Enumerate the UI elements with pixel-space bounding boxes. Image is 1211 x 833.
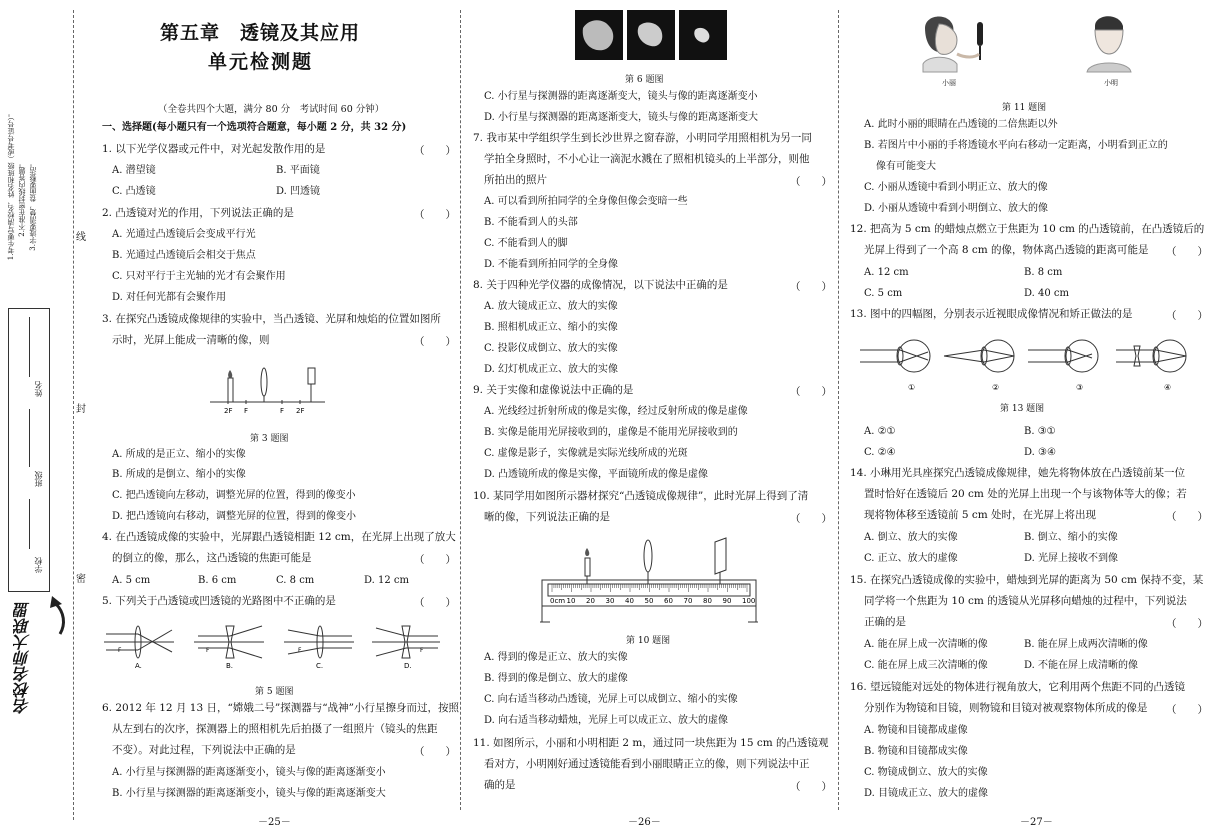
q11-option-b-line1: B. 若图片中小丽的手将透镜水平向右移动一定距离，小明看到正立的 xyxy=(864,140,1168,151)
q1-option-c: C. 凸透镜 xyxy=(112,186,156,197)
fig13-label-4: ④ xyxy=(1164,383,1172,392)
q10-option-a: A. 得到的像是正立、放大的实像 xyxy=(484,652,628,663)
fig11-girl-figure xyxy=(923,16,983,72)
q7-stem-line3: 所拍出的照片 xyxy=(484,174,547,186)
q4-option-b: B. 6 cm xyxy=(198,575,237,586)
q11-option-d: D. 小丽从透镜中看到小明倒立、放大的像 xyxy=(864,203,1049,214)
q8-stem: 8. 关于四种光学仪器的成像情况，以下说法中正确的是 xyxy=(473,279,728,291)
fig11-label-right: 小明 xyxy=(1104,79,1118,87)
q5-answer-paren: （ ） xyxy=(414,597,456,609)
fig3-caption: 第 3 题图 xyxy=(250,434,289,444)
q16-option-d: D. 目镜成正立、放大的虚像 xyxy=(864,788,989,799)
fig10-ruler-label: 30 xyxy=(605,597,615,605)
fig5-caption: 第 5 题图 xyxy=(255,687,294,697)
q9-stem: 9. 关于实像和虚像说法中正确的是 xyxy=(473,384,634,396)
q2-option-a: A. 光通过凸透镜后会变成平行光 xyxy=(112,229,256,240)
q10-option-d: D. 向右适当移动蜡烛，光屏上可以成正立、放大的虚像 xyxy=(484,715,729,726)
q11-option-b-line2: 像有可能变大 xyxy=(876,161,936,172)
q9-option-b: B. 实像是能用光屏接收到的，虚像是不能用光屏接收到的 xyxy=(484,427,738,438)
q7-option-c: C. 不能看到人的脚 xyxy=(484,238,568,249)
fig10-ruler-label: 10 xyxy=(566,597,576,605)
seal-mark-close: 密 xyxy=(76,574,86,585)
q1-stem: 1. 以下光学仪器或元件中，对光起发散作用的是 xyxy=(102,143,326,155)
q7-stem-line1: 7. 我市某中学组织学生到长沙世界之窗春游，小明同学用照相机为另一同 xyxy=(473,132,812,144)
fig13-caption: 第 13 题图 xyxy=(1000,404,1045,414)
q14-stem-line2: 置时恰好在透镜后 20 cm 处的光屏上出现一个与该物体等大的像；若 xyxy=(864,488,1187,500)
q1-option-b: B. 平面镜 xyxy=(276,165,320,176)
fig13-eye-diagrams xyxy=(860,334,1200,394)
fig3-label-2f-right: 2F xyxy=(296,407,305,415)
q3-answer-paren: （ ） xyxy=(414,336,456,348)
q7-stem-line2: 学拍全身照时，不小心让一滴泥水溅在了照相机镜头的上半部分，则他 xyxy=(484,153,810,165)
q14-option-b: B. 倒立、缩小的实像 xyxy=(1024,532,1118,543)
chapter-subtitle: 单元检测题 xyxy=(208,51,314,73)
q3-option-b: B. 所成的是倒立、缩小的实像 xyxy=(112,469,246,480)
svg-text:F: F xyxy=(420,647,424,654)
fig13-diagram-1 xyxy=(860,340,930,392)
q14-option-c: C. 正立、放大的虚像 xyxy=(864,553,958,564)
q3-option-a: A. 所成的是正立、缩小的实像 xyxy=(112,449,246,460)
fig11-caption: 第 11 题图 xyxy=(1002,103,1047,113)
q11-stem-line2: 看对方，小明刚好通过透镜能看到小丽眼睛正立的像，则下列说法中正 xyxy=(484,758,810,770)
fig5-diagram-d xyxy=(372,626,440,670)
q14-stem-line3: 现将物体移至透镜前 5 cm 处时，在光屏上将出现 xyxy=(864,509,1097,521)
q3-option-d: D. 把凸透镜向右移动，调整光屏的位置，得到的像变小 xyxy=(112,511,357,522)
notice-line-1: 1.考生要写清校名、姓名和班级（或考号证号）。 xyxy=(7,110,15,261)
binding-strip xyxy=(0,0,95,833)
q8-option-b: B. 照相机成正立、缩小的实像 xyxy=(484,322,618,333)
q9-option-c: C. 虚像是影子，实像就是实际光线所成的光斑 xyxy=(484,448,688,459)
notice-line-2: 2.不准在密封线内答题。 xyxy=(18,160,26,237)
column-divider-2 xyxy=(838,10,839,810)
svg-text:F: F xyxy=(298,647,302,654)
fig5-label-c: C. xyxy=(316,662,324,670)
q15-option-d: D. 不能在屏上成清晰的像 xyxy=(1024,660,1139,671)
q4-option-a: A. 5 cm xyxy=(112,575,151,586)
q10-stem-line2: 晰的像，下列说法正确的是 xyxy=(484,511,610,523)
q14-option-a: A. 倒立、放大的实像 xyxy=(864,532,958,543)
q11-option-c: C. 小丽从透镜中看到小明正立、放大的像 xyxy=(864,182,1048,193)
q16-option-c: C. 物镜成倒立、放大的实像 xyxy=(864,767,988,778)
q12-answer-paren: （ ） xyxy=(1166,246,1208,258)
fig6-asteroid-photos xyxy=(575,10,727,60)
fig13-label-3: ③ xyxy=(1076,383,1084,392)
seal-line xyxy=(73,10,74,820)
q13-option-a: A. ②① xyxy=(864,426,896,437)
q10-answer-paren: （ ） xyxy=(790,513,832,525)
fig13-diagram-2 xyxy=(944,340,1014,392)
q10-option-c: C. 向右适当移动凸透镜，光屏上可以成倒立、缩小的实像 xyxy=(484,694,738,705)
column-divider-1 xyxy=(460,10,461,810)
svg-text:F: F xyxy=(206,647,210,654)
q6-stem-line1: 6. 2012 年 12 月 13 日，“嫦娥二号”探测器与“战神”小行星擦身而过，按照 xyxy=(102,702,459,714)
q12-stem-line1: 12. 把高为 5 cm 的蜡烛点燃立于焦距为 10 cm 的凸透镜前，在凸透镜后的 xyxy=(850,223,1205,235)
q10-stem-line1: 10. 某同学用如图所示器材探究“凸透镜成像规律”，此时光屏上得到了清 xyxy=(473,490,809,502)
q16-stem-line1: 16. 望远镜能对远处的物体进行视角放大，它利用两个焦距不同的凸透镜 xyxy=(850,681,1186,693)
fig10-ruler-label: 0cm xyxy=(550,597,566,605)
q4-stem-line1: 4. 在凸透镜成像的实验中，光屏跟凸透镜相距 12 cm，在光屏上出现了放大 xyxy=(102,531,456,543)
q13-option-c: C. ②④ xyxy=(864,447,896,458)
q1-answer-paren: （ ） xyxy=(414,145,456,157)
q9-answer-paren: （ ） xyxy=(790,386,832,398)
q3-option-c: C. 把凸透镜向左移动，调整光屏的位置，得到的像变小 xyxy=(112,490,356,501)
fig10-ruler-label: 20 xyxy=(586,597,595,605)
q10-option-b: B. 得到的像是倒立、放大的虚像 xyxy=(484,673,628,684)
fig13-diagram-3 xyxy=(1028,340,1098,392)
fig10-ruler-label: 50 xyxy=(644,597,654,605)
fig10-ruler-label: 90 xyxy=(722,597,732,605)
fig6-caption: 第 6 题图 xyxy=(625,75,664,85)
school-underline xyxy=(29,499,30,549)
fig13-diagram-4 xyxy=(1116,340,1186,392)
name-underline xyxy=(29,317,30,377)
fig13-label-2: ② xyxy=(992,383,1000,392)
q5-stem: 5. 下列关于凸透镜或凹透镜的光路图中不正确的是 xyxy=(102,595,336,607)
fig10-ruler-label: 40 xyxy=(625,597,634,605)
q13-answer-paren: （ ） xyxy=(1166,310,1208,322)
q2-option-b: B. 光通过凸透镜后会相交于焦点 xyxy=(112,250,256,261)
exam-info: （全卷共四个大题，满分 80 分 考试时间 60 分钟） xyxy=(158,104,385,115)
fig10-caption: 第 10 题图 xyxy=(626,636,671,646)
q8-option-c: C. 投影仪成倒立、放大的实像 xyxy=(484,343,618,354)
q1-option-d: D. 凹透镜 xyxy=(276,186,321,197)
q15-answer-paren: （ ） xyxy=(1166,618,1208,630)
q8-option-d: D. 幻灯机成正立、放大的实像 xyxy=(484,364,619,375)
fig3-label-2f-left: 2F xyxy=(224,407,233,415)
q4-answer-paren: （ ） xyxy=(414,554,456,566)
class-label: 班级 xyxy=(34,471,43,487)
q14-stem-line1: 14. 小琳用光具座探究凸透镜成像规律，她先将物体放在凸透镜前某一位 xyxy=(850,467,1186,479)
q6-option-c: C. 小行星与探测器的距离逐渐变大，镜头与像的距离逐渐变小 xyxy=(484,91,758,102)
section-1-heading: 一、选择题(每小题只有一个选项符合题意，每小题 2 分，共 32 分) xyxy=(102,122,407,133)
q4-option-c: C. 8 cm xyxy=(276,575,315,586)
q2-option-d: D. 对任何光都有会聚作用 xyxy=(112,292,227,303)
fig10-ruler-label: 60 xyxy=(664,597,673,605)
q6-answer-paren: （ ） xyxy=(414,746,456,758)
q4-option-d: D. 12 cm xyxy=(364,575,410,586)
q15-stem-line2: 同学将一个焦距为 10 cm 的透镜从光屏移向蜡烛的过程中，下列说法 xyxy=(864,595,1187,607)
fig5-label-a: A. xyxy=(135,662,142,670)
fig10-ruler-label: 100 xyxy=(742,597,756,605)
page-number-26: －26－ xyxy=(628,817,661,828)
q8-option-a: A. 放大镜成正立、放大的实像 xyxy=(484,301,618,312)
fig5-diagram-b xyxy=(194,626,264,670)
class-underline xyxy=(29,409,30,467)
school-label: 学校 xyxy=(34,557,43,573)
svg-text:F: F xyxy=(118,647,122,654)
fig5-ray-diagrams xyxy=(102,616,442,670)
fig11-people-with-lens xyxy=(905,8,1155,82)
q2-option-c: C. 只对平行于主光轴的光才有会聚作用 xyxy=(112,271,286,282)
notice-line-3: 3.字迹要清楚，卷面要整洁。 xyxy=(29,160,37,251)
q16-option-a: A. 物镜和目镜都成虚像 xyxy=(864,725,968,736)
fig5-diagram-a xyxy=(104,626,174,670)
q15-option-b: B. 能在屏上成两次清晰的像 xyxy=(1024,639,1148,650)
fig11-boy-figure xyxy=(1087,16,1131,72)
q13-option-d: D. ③④ xyxy=(1024,447,1056,458)
q16-option-b: B. 物镜和目镜都成实像 xyxy=(864,746,968,757)
q6-stem-line3: 不变）。对此过程，下列说法中正确的是 xyxy=(112,744,296,756)
q11-answer-paren: （ ） xyxy=(790,781,832,793)
logo xyxy=(12,590,70,740)
q7-answer-paren: （ ） xyxy=(790,176,832,188)
chapter-title: 第五章 透镜及其应用 xyxy=(160,22,361,44)
q12-option-c: C. 5 cm xyxy=(864,288,903,299)
page-number-25: －25－ xyxy=(258,817,291,828)
q6-option-b: B. 小行星与探测器的距离逐渐变小，镜头与像的距离逐渐变大 xyxy=(112,788,386,799)
q15-option-c: C. 能在屏上成三次清晰的像 xyxy=(864,660,988,671)
logo-text: 名校名师大联盟 xyxy=(13,602,32,714)
fig10-ruler-label: 70 xyxy=(683,597,693,605)
q11-stem-line1: 11. 如图所示，小丽和小明相距 2 m，通过同一块焦距为 15 cm 的凸透镜观 xyxy=(473,737,829,749)
student-info-box xyxy=(8,308,50,592)
page-number-27: －27－ xyxy=(1020,817,1053,828)
q12-option-d: D. 40 cm xyxy=(1024,288,1070,299)
q13-stem: 13. 图中的四幅图，分别表示近视眼成像情况和矫正做法的是 xyxy=(850,308,1133,320)
name-label: 姓名 xyxy=(34,381,43,397)
q7-option-b: B. 不能看到人的头部 xyxy=(484,217,578,228)
q9-option-d: D. 凸透镜所成的像是实像，平面镜所成的像是虚像 xyxy=(484,469,709,480)
fig3-label-f-right: F xyxy=(280,407,285,415)
q16-answer-paren: （ ） xyxy=(1166,704,1208,716)
q15-stem-line3: 正确的是 xyxy=(864,616,906,628)
q3-stem-line2: 示时，光屏上能成一清晰的像，则 xyxy=(112,334,270,346)
q15-stem-line1: 15. 在探究凸透镜成像的实验中，蜡烛到光屏的距离为 50 cm 保持不变，某 xyxy=(850,574,1204,586)
fig10-ruler-label: 80 xyxy=(703,597,712,605)
q3-stem-line1: 3. 在探究凸透镜成像规律的实验中，当凸透镜、光屏和烛焰的位置如图所 xyxy=(102,313,441,325)
seal-mark-line: 线 xyxy=(76,232,86,243)
q2-answer-paren: （ ） xyxy=(414,209,456,221)
q13-option-b: B. ③① xyxy=(1024,426,1056,437)
q8-answer-paren: （ ） xyxy=(790,281,832,293)
q2-stem: 2. 凸透镜对光的作用，下列说法正确的是 xyxy=(102,207,294,219)
q12-stem-line2: 光屏上得到了一个高 8 cm 的像，物体离凸透镜的距离可能是 xyxy=(864,244,1149,256)
fig11-label-left: 小丽 xyxy=(942,79,956,87)
q14-option-d: D. 光屏上接收不到像 xyxy=(1024,553,1119,564)
fig13-label-1: ① xyxy=(908,383,916,392)
q4-stem-line2: 的倒立的像，那么，这凸透镜的焦距可能是 xyxy=(112,552,312,564)
q7-option-a: A. 可以看到所拍同学的全身像但像会变暗一些 xyxy=(484,196,688,207)
fig3-optical-bench xyxy=(200,358,330,416)
q6-stem-line2: 从左到右的次序，探测器上的照相机先后拍摄了一组照片（镜头的焦距 xyxy=(112,723,438,735)
q16-stem-line2: 分别作为物镜和目镜，则物镜和目镜对被观察物体所成的像是 xyxy=(864,702,1148,714)
q12-option-a: A. 12 cm xyxy=(864,267,909,278)
fig10-optical-bench xyxy=(540,532,760,624)
q11-option-a: A. 此时小丽的眼睛在凸透镜的二倍焦距以外 xyxy=(864,119,1058,130)
fig5-label-b: B. xyxy=(226,662,234,670)
q6-option-a: A. 小行星与探测器的距离逐渐变小，镜头与像的距离逐渐变小 xyxy=(112,767,386,778)
q12-option-b: B. 8 cm xyxy=(1024,267,1063,278)
fig5-diagram-c xyxy=(284,626,354,670)
fig3-label-f-left: F xyxy=(244,407,249,415)
q15-option-a: A. 能在屏上成一次清晰的像 xyxy=(864,639,988,650)
q1-option-a: A. 潜望镜 xyxy=(112,165,156,176)
fig5-label-d: D. xyxy=(404,662,412,670)
seal-mark-seal: 封 xyxy=(76,404,86,415)
q14-answer-paren: （ ） xyxy=(1166,511,1208,523)
q6-option-d: D. 小行星与探测器的距离逐渐变大，镜头与像的距离逐渐变大 xyxy=(484,112,759,123)
q11-stem-line3: 确的是 xyxy=(484,779,516,791)
q9-option-a: A. 光线经过折射所成的像是实像，经过反射所成的像是虚像 xyxy=(484,406,748,417)
q7-option-d: D. 不能看到所拍同学的全身像 xyxy=(484,259,619,270)
